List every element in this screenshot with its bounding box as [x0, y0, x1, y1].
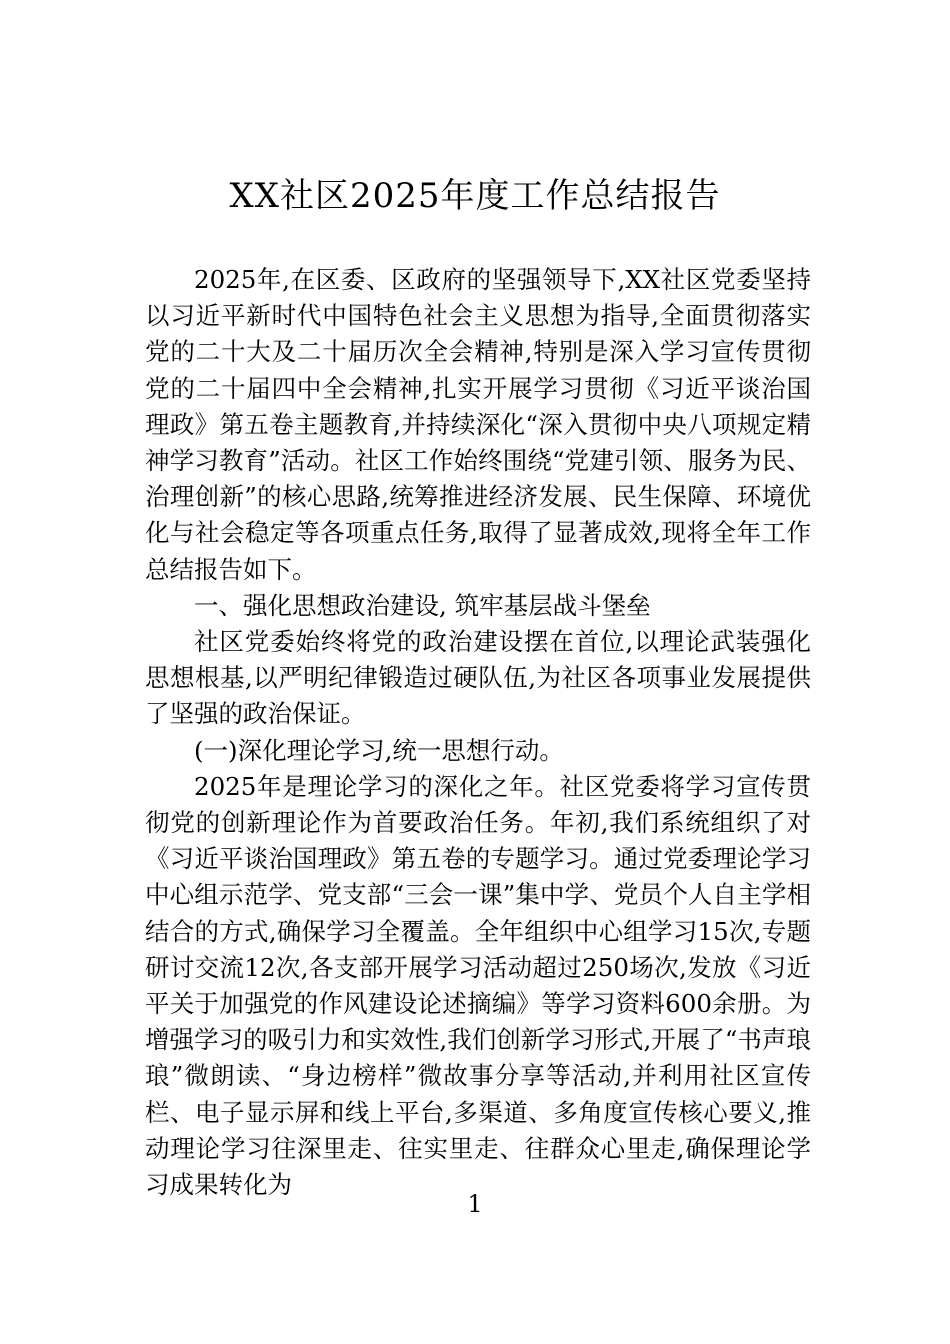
document-title: XX社区2025年度工作总结报告	[229, 176, 721, 216]
document-body	[145, 262, 811, 1203]
subsection-heading-1: (一)深化理论学习,统一思想行动。	[194, 735, 564, 765]
page-number: 1	[467, 1190, 483, 1218]
section-1-paragraph: 社区党委始终将党的政治建设摆在首位,以理论武装强化思想根基,以严明纪律锻造过硬队伍,为社区各项事业发展提供了坚强的政治保证。	[145, 627, 811, 729]
intro-paragraph: 2025年,在区委、区政府的坚强领导下,XX社区党委坚持以习近平新时代中国特色社会主义思想为指导,全面贯彻落实党的二十大及二十届历次全会精神,特别是深入学习宣传贯彻党的二十届四中全会精神,扎实开展学习贯彻《习近平谈治国理政》第五卷主题教育,并持续深化“深入贯彻中央八项规定精神学习教育”活动。社区工作始终围绕“党建引领、服务为民、治理创新”的核心思路,统筹推进经济发展、民生保障、环境优化与社会稳定等各项重点任务,取得了显著成效,现将全年工作总结报告如下。	[145, 265, 811, 584]
subsection-1-paragraph: 2025年是理论学习的深化之年。社区党委将学习宣传贯彻党的创新理论作为首要政治任务。年初,我们系统组织了对《习近平谈治国理政》第五卷的专题学习。通过党委理论学习中心组示范学、党支部“三会一课”集中学、党员个人自主学相结合的方式,确保学习全覆盖。全年组织中心组学习15次,专题研讨交流12次,各支部开展学习活动超过250场次,发放《习近平关于加强党的作风建设论述摘编》等学习资料600余册。为增强学习的吸引力和实效性,我们创新学习形式,开展了“书声琅琅”微朗读、“身边榜样”微故事分享等活动,并利用社区宣传栏、电子显示屏和线上平台,多渠道、多角度宣传核心要义,推动理论学习往深里走、往实里走、往群众心里走,确保理论学习成果转化为	[145, 771, 811, 1200]
section-heading-1: 一、强化思想政治建设, 筑牢基层战斗堡垒	[194, 590, 651, 620]
